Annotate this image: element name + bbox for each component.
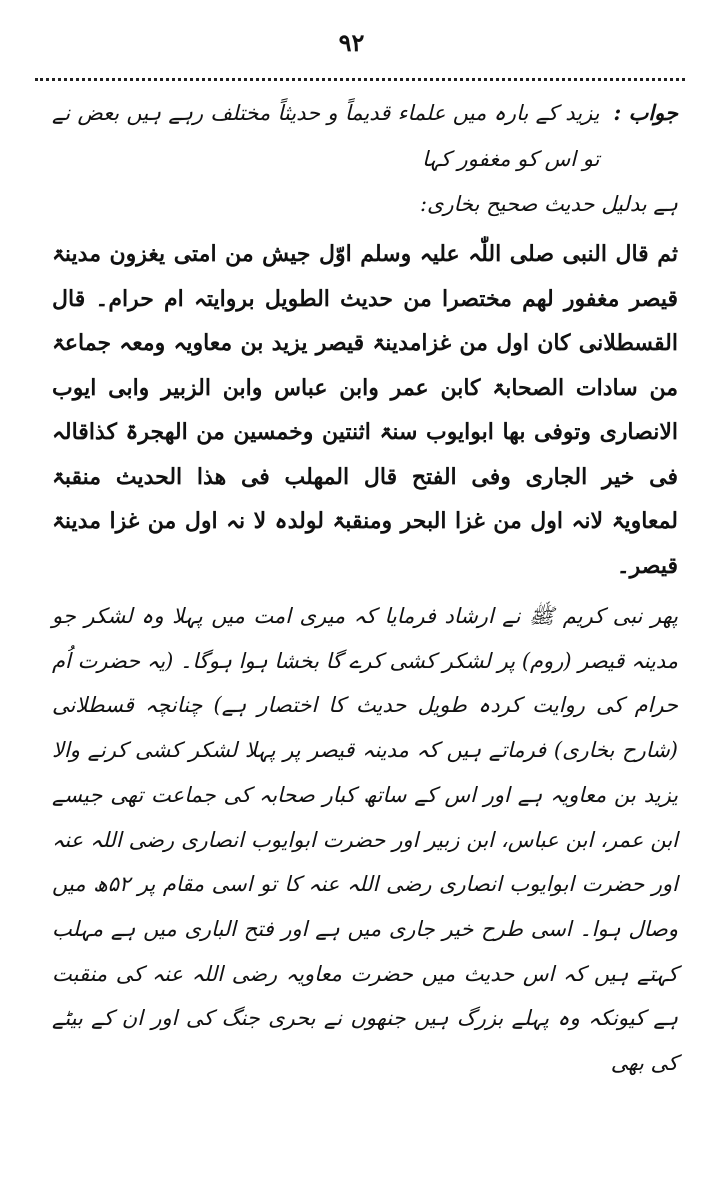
page-content bbox=[52, 90, 678, 1086]
answer-heading-line bbox=[52, 90, 678, 182]
arabic-hadith-quote: ثم قال النبی صلی اللّٰہ علیہ وسلم اوّل جیش من امتی یغزون مدینۃ قیصر مغفور لھم مختصرا من حدیث الطویل بروایتہ ام حرام۔ قال القسطلانی کان اول من غزامدینۃ قیصر یزید بن معاویہ ومعہ جماعۃ من سادات الصحابۃ کابن عمر وابن عباس وابن الزبیر وابی ایوب الانصاری وتوفی بھا ابوایوب سنۃ اثنتین وخمسین من الھجرۃ کذاقالہ فی خیر الجاری وفی الفتح قال المھلب فی ھذا الحدیث منقبۃ لمعاویۃ لانہ اول من غزا البحر ومنقبۃ لولدہ لا نہ اول من غزا مدینۃ قیصر۔ bbox=[52, 241, 678, 579]
header-divider bbox=[35, 78, 685, 81]
answer-intro-continuation: ہے بدلیل حدیث صحیح بخاری: bbox=[419, 192, 678, 216]
answer-intro-text: یزید کے بارہ میں علماء قدیماً و حدیثاً مختلف رہے ہیں بعض نے تو اس کو مغفور کہا bbox=[52, 101, 600, 171]
urdu-translation-paragraph: پھر نبی کریم ﷺ نے ارشاد فرمایا کہ میری امت میں پہلا وہ لشکر جو مدینہ قیصر (روم) پر لشکر کشی کرے گا بخشا ہوا ہوگا۔ (یہ حضرت اُم حرام کی روایت کردہ طویل حدیث کا اختصار ہے) چنانچہ قسطلانی (شارح بخاری) فرماتے ہیں کہ مدینہ قیصر پر پہلا لشکر کشی کرنے والا یزید بن معاویہ ہے اور اس کے ساتھ کبار صحابہ کی جماعت تھی جیسے ابن عمر، ابن عباس، ابن زبیر اور حضرت ابوایوب انصاری رضی اللہ عنہ اور حضرت ابوایوب انصاری رضی اللہ عنہ کا تو اسی مقام پر ۵۲ھ میں وصال ہوا۔ اسی طرح خیر جاری میں ہے اور فتح الباری میں ہے مہلب کہتے ہیں کہ اس حدیث میں حضرت معاویہ رضی اللہ عنہ کی منقبت ہے کیونکہ وہ پہلے بزرگ ہیں جنھوں نے بحری جنگ کی اور ان کے بیٹے کی بھی bbox=[52, 604, 679, 1076]
answer-label: جواب : bbox=[613, 100, 678, 125]
page-number: ۹۲ bbox=[338, 28, 365, 57]
